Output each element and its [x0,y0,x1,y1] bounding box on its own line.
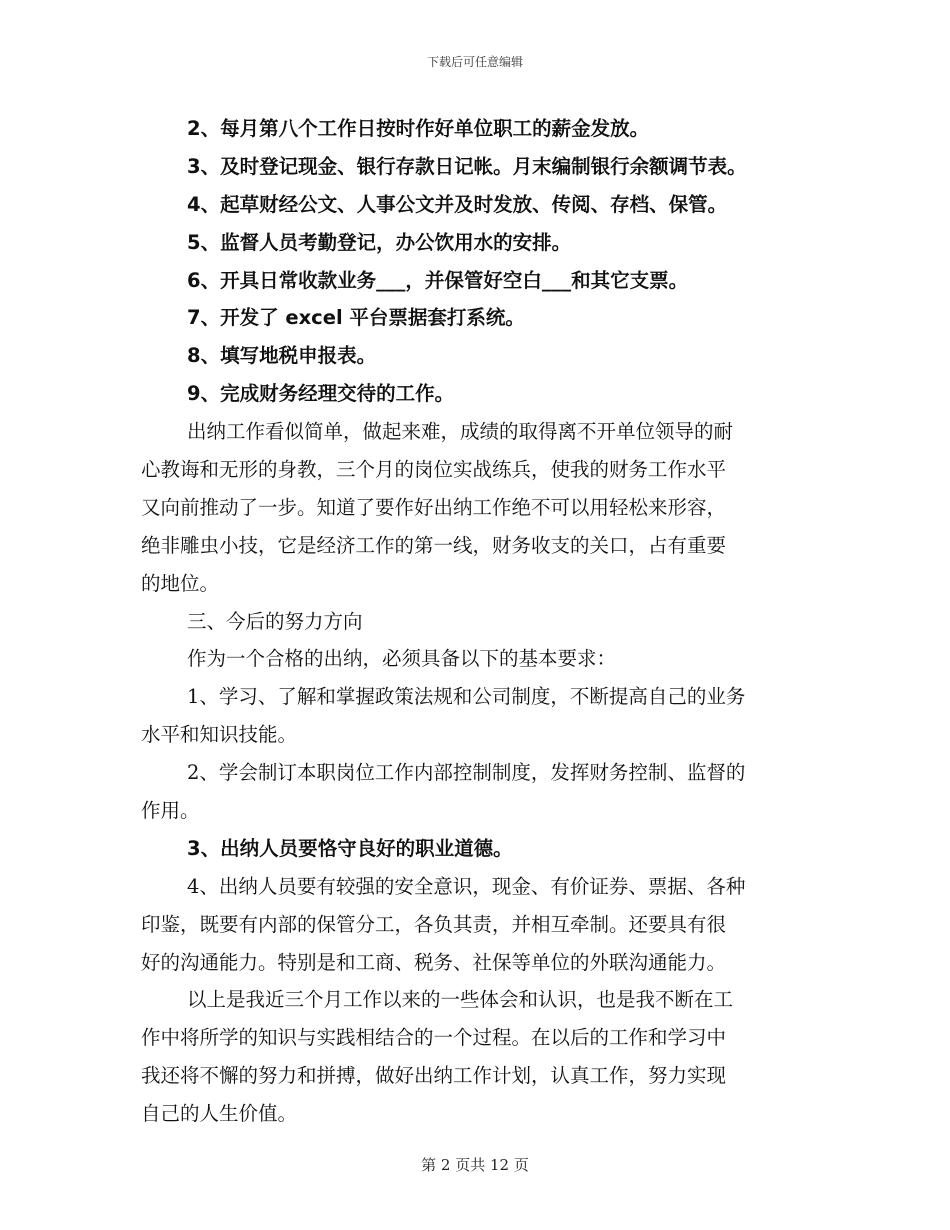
paragraph-line: 出纳工作看似简单，做起来难，成绩的取得离不开单位领导的耐 [187,420,734,444]
paragraph-line: 好的沟通能力。特别是和工商、税务、社保等单位的外联沟通能力。 [141,950,727,974]
list-item: 3、出纳人员要恪守良好的职业道德。 [187,836,513,860]
paragraph-line: 4、出纳人员要有较强的安全意识，现金、有价证券、票据、各种 [187,874,746,898]
paragraph-line: 心教诲和无形的身教，三个月的岗位实战练兵，使我的财务工作水平 [141,458,727,482]
list-item: 9、完成财务经理交待的工作。 [187,382,455,406]
paragraph-line: 绝非雕虫小技，它是经济工作的第一线，财务收支的关口，占有重要 [141,533,727,557]
list-item: 4、起草财经公文、人事公文并及时发放、传阅、存档、保管。 [187,192,728,216]
list-item: 8、填写地税申报表。 [187,344,377,368]
paragraph-line: 1、学习、了解和掌握政策法规和公司制度，不断提高自己的业务 [187,685,746,709]
paragraph-line: 又向前推动了一步。知道了要作好出纳工作绝不可以用轻松来形容， [141,495,727,519]
page-footer: 第 2 页共 12 页 [421,1156,529,1174]
page-header: 下载后可任意编辑 [426,55,523,69]
list-item: 3、及时登记现金、银行存款日记帐。月末编制银行余额调节表。 [187,154,747,178]
paragraph-line: 水平和知识技能。 [141,723,298,747]
paragraph-line: 2、学会制订本职岗位工作内部控制制度，发挥财务控制、监督的 [187,761,746,785]
paragraph-line: 作为一个合格的出纳，必须具备以下的基本要求： [187,647,617,671]
paragraph-line: 作用。 [141,799,200,823]
document-body [141,110,811,1133]
paragraph-line: 自己的人生价值。 [141,1102,298,1126]
paragraph-line: 印鉴，既要有内部的保管分工，各负其责，并相互牵制。还要具有很 [141,912,727,936]
paragraph-line: 我还将不懈的努力和拼搏，做好出纳工作计划，认真工作，努力实现 [141,1064,727,1088]
list-item: 2、每月第八个工作日按时作好单位职工的薪金发放。 [187,117,650,140]
section-heading: 三、今后的努力方向 [187,609,363,633]
paragraph-line: 以上是我近三个月工作以来的一些体会和认识，也是我不断在工 [187,988,734,1012]
list-item: 7、开发了 excel 平台票据套打系统。 [187,306,525,330]
list-item: 5、监督人员考勤登记，办公饮用水的安排。 [187,230,572,254]
list-item: 6、开具日常收款业务___，并保管好空白___和其它支票。 [187,268,689,292]
paragraph-line: 的地位。 [141,571,220,595]
paragraph-line: 作中将所学的知识与实践相结合的一个过程。在以后的工作和学习中 [141,1026,727,1050]
